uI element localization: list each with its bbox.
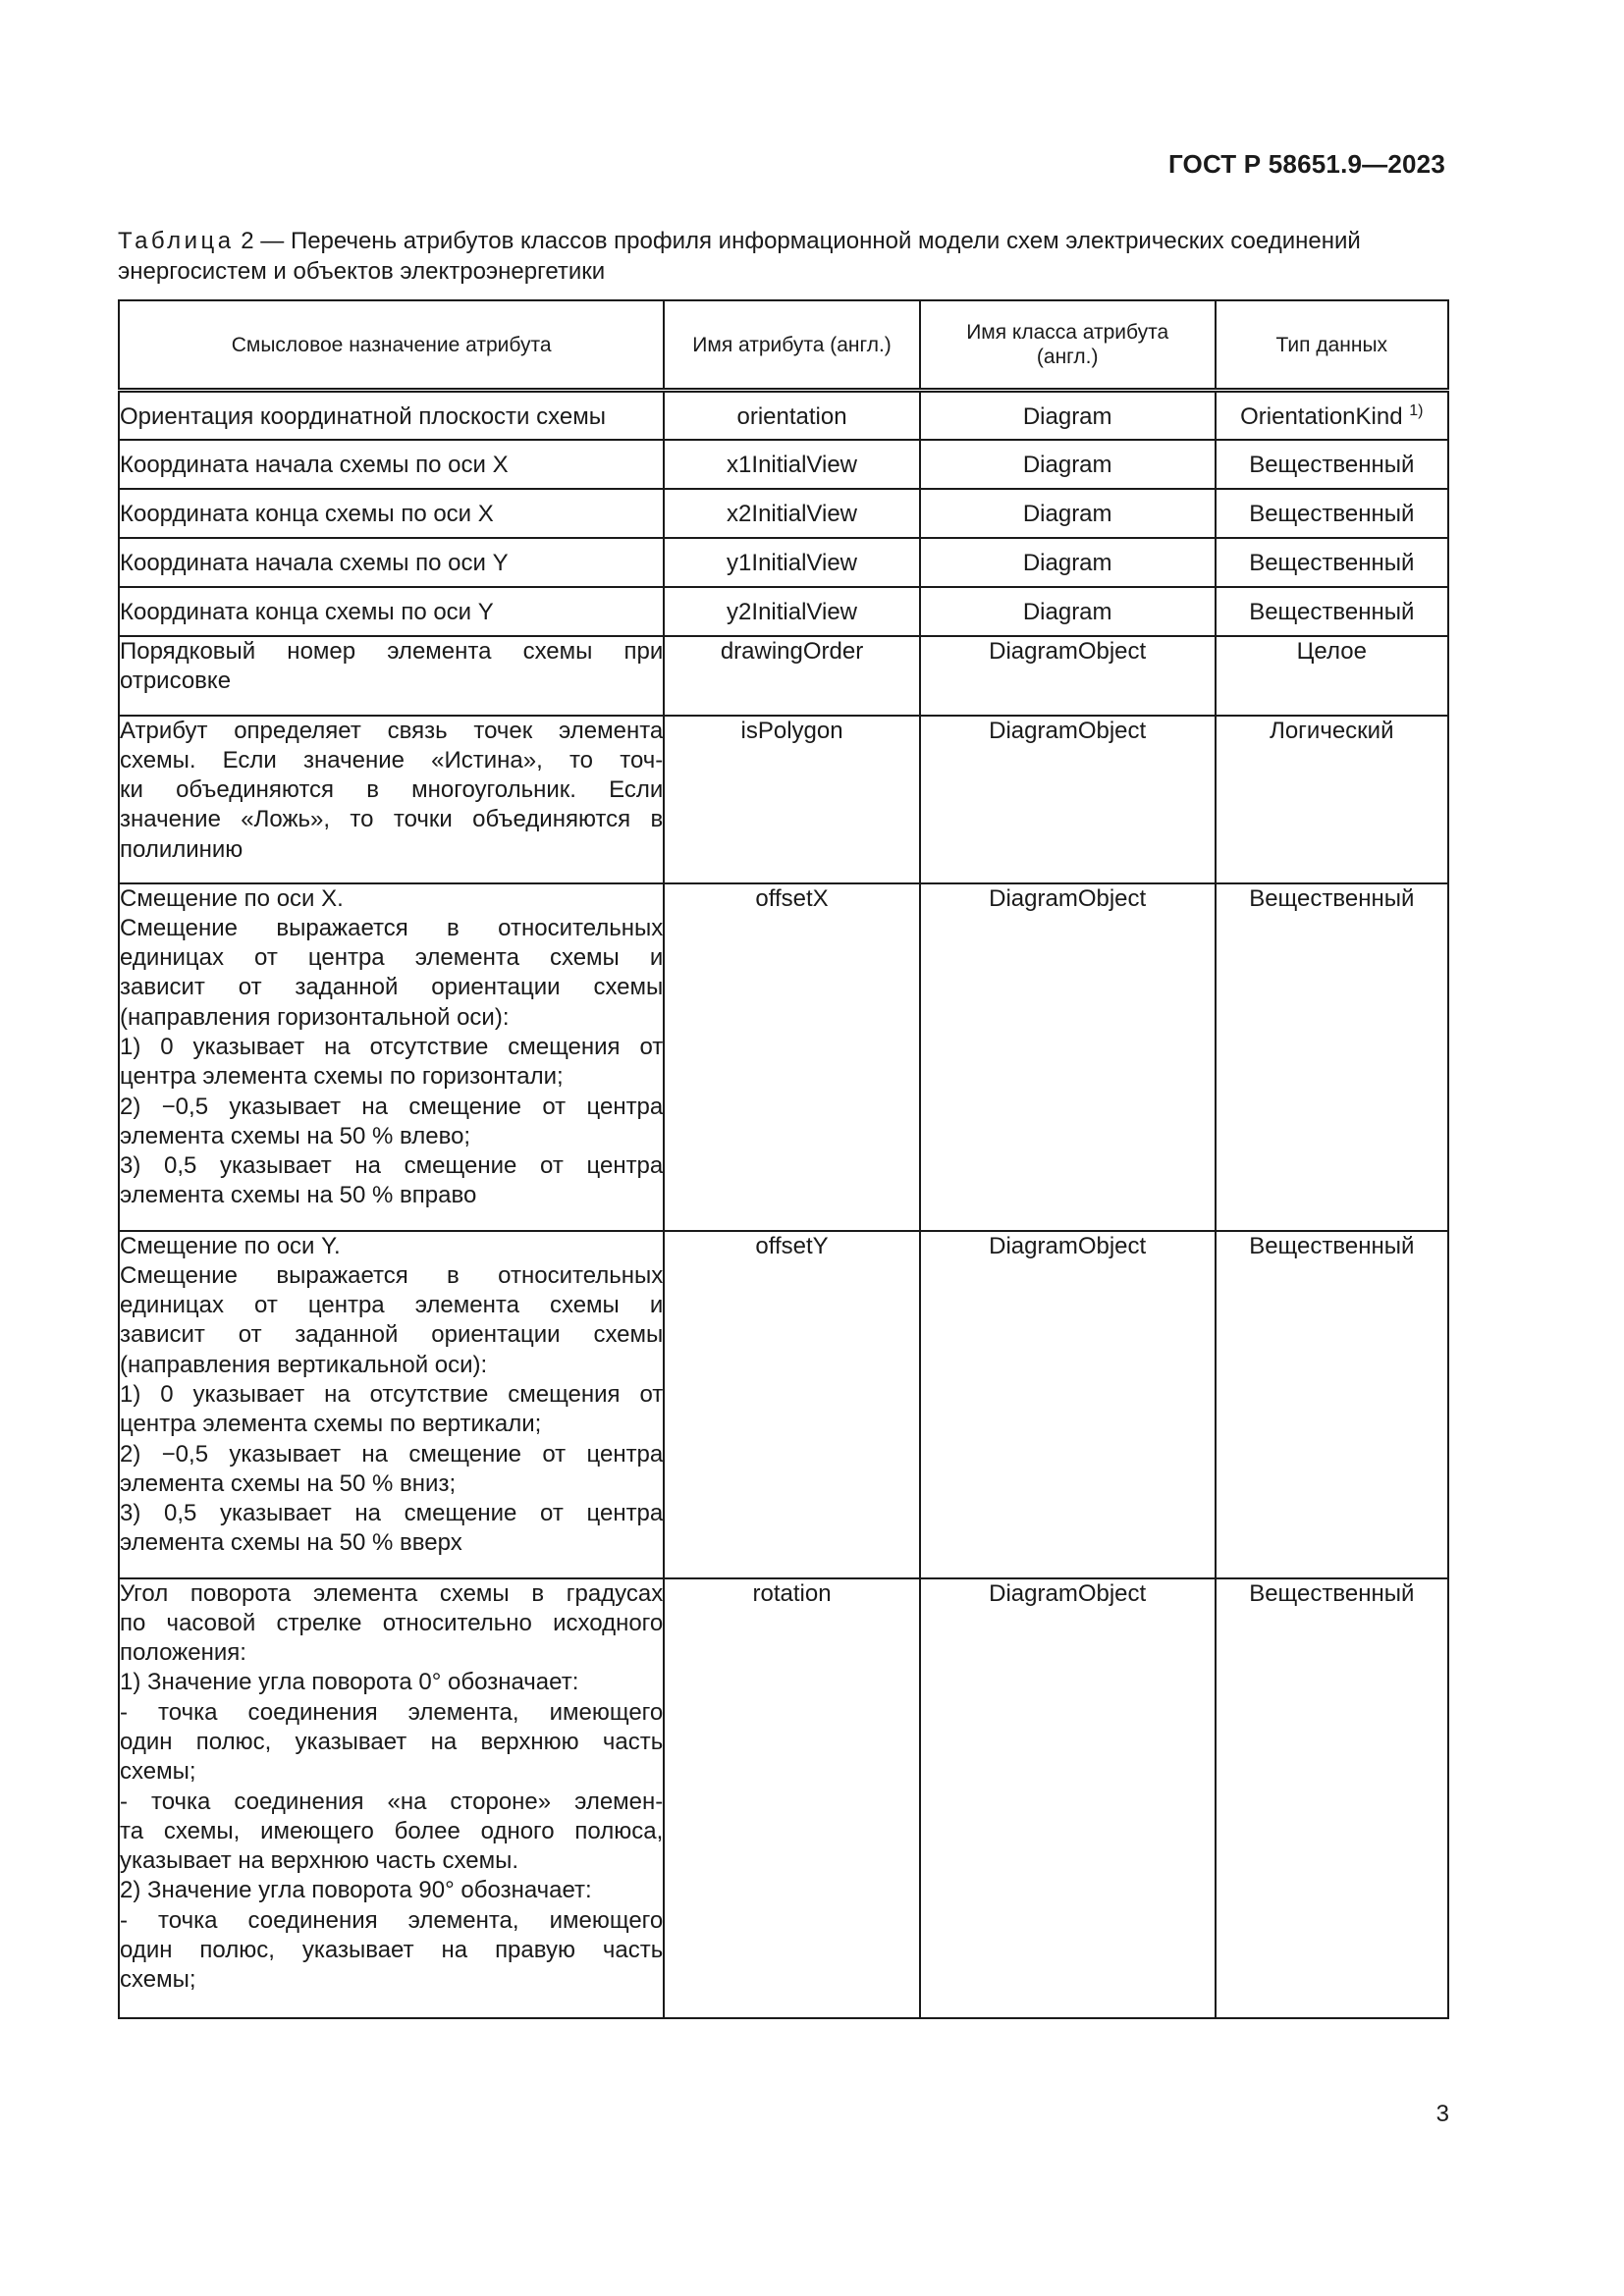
cell-purpose-line: - точка соединения элемента, имеющего xyxy=(120,1906,664,1934)
cell-purpose-line: единицах от центра элемента схемы и xyxy=(120,944,664,972)
cell-purpose-line: единицах от центра элемента схемы и xyxy=(120,1292,664,1319)
cell-purpose xyxy=(119,1231,664,1578)
cell-data-type xyxy=(1216,883,1448,1231)
cell-class-name: DiagramObject xyxy=(920,636,1216,716)
table-row xyxy=(119,716,1448,883)
cell-attribute-name: x1InitialView xyxy=(664,440,920,489)
table-row xyxy=(119,440,1448,489)
cell-data-type xyxy=(1216,391,1448,440)
header-class-name: Имя класса атрибута (англ.) xyxy=(920,300,1216,391)
cell-purpose-line: 2) −0,5 указывает на смещение от центра xyxy=(120,1440,664,1468)
cell-data-type-text: Вещественный xyxy=(1249,1232,1415,1259)
page-number: 3 xyxy=(1435,2101,1449,2127)
cell-data-type xyxy=(1216,636,1448,716)
cell-purpose-line: Смещение выражается в относительных xyxy=(120,1261,664,1289)
cell-data-type-text: Вещественный xyxy=(1249,599,1415,626)
header-purpose: Смысловое назначение атрибута xyxy=(119,300,664,391)
cell-purpose-line: элемента схемы на 50 % вправо xyxy=(120,1182,477,1209)
cell-purpose-line: 3) 0,5 указывает на смещение от центра xyxy=(120,1500,664,1527)
cell-purpose-line: та схемы, имеющего более одного полюса, xyxy=(120,1817,664,1844)
cell-purpose-line: схемы. Если значение «Истина», то точ- xyxy=(120,746,664,774)
table-row xyxy=(119,1231,1448,1578)
cell-purpose xyxy=(119,391,664,440)
cell-purpose-line: Координата конца схемы по оси Y xyxy=(120,599,494,626)
cell-purpose-line: - точка соединения «на стороне» элемен- xyxy=(120,1788,664,1815)
cell-purpose-line: значение «Ложь», то точки объединяются в xyxy=(120,806,664,833)
cell-data-type-text: Логический xyxy=(1270,717,1394,744)
cell-purpose-line: - точка соединения элемента, имеющего xyxy=(120,1698,664,1726)
cell-class-name: DiagramObject xyxy=(920,883,1216,1231)
cell-attribute-name: isPolygon xyxy=(664,716,920,883)
cell-purpose-line: центра элемента схемы по горизонтали; xyxy=(120,1063,564,1091)
cell-purpose-line: зависит от заданной ориентации схемы xyxy=(120,1321,664,1349)
cell-attribute-name: x2InitialView xyxy=(664,489,920,538)
cell-class-name: DiagramObject xyxy=(920,1231,1216,1578)
cell-purpose-line: Угол поворота элемента схемы в градусах xyxy=(120,1579,664,1607)
table-row xyxy=(119,538,1448,587)
cell-purpose-line: положения: xyxy=(120,1639,246,1667)
cell-purpose-line: 1) 0 указывает на отсутствие смещения от xyxy=(120,1033,664,1060)
cell-purpose-line: 2) −0,5 указывает на смещение от центра xyxy=(120,1093,664,1120)
footnote-marker: 1) xyxy=(1409,402,1424,420)
cell-purpose-line: 1) Значение угла поворота 0° обозначает: xyxy=(120,1669,579,1696)
cell-purpose-line: Ориентация координатной плоскости схемы xyxy=(120,403,606,431)
cell-data-type-text: Вещественный xyxy=(1249,1579,1415,1607)
table-body xyxy=(119,391,1448,2018)
cell-class-name: Diagram xyxy=(920,440,1216,489)
cell-class-name: DiagramObject xyxy=(920,716,1216,883)
table-caption-text: 2 — Перечень атрибутов классов профиля информационной модели схем электрических соединений энергосистем и объектов электроэнергетики xyxy=(118,228,1361,285)
cell-purpose-line: один полюс, указывает на верхнюю часть xyxy=(120,1728,664,1755)
cell-data-type-text: Целое xyxy=(1296,637,1367,665)
cell-purpose-line: Атрибут определяет связь точек элемента xyxy=(120,717,664,744)
cell-purpose xyxy=(119,716,664,883)
cell-data-type xyxy=(1216,489,1448,538)
cell-class-name: Diagram xyxy=(920,489,1216,538)
cell-purpose-line: 2) Значение угла поворота 90° обозначает: xyxy=(120,1877,592,1904)
table-header-row xyxy=(119,300,1448,391)
cell-purpose-line: Порядковый номер элемента схемы при xyxy=(120,637,664,665)
cell-purpose xyxy=(119,440,664,489)
table-row xyxy=(119,636,1448,716)
cell-purpose-line: 1) 0 указывает на отсутствие смещения от xyxy=(120,1380,664,1408)
cell-purpose xyxy=(119,636,664,716)
cell-purpose-line: элемента схемы на 50 % вверх xyxy=(120,1529,462,1557)
cell-data-type-text: Вещественный xyxy=(1249,550,1415,577)
header-attribute-name: Имя атрибута (англ.) xyxy=(664,300,920,391)
cell-data-type xyxy=(1216,1231,1448,1578)
table-caption-label: Таблица xyxy=(118,228,235,254)
cell-purpose-line: схемы; xyxy=(120,1758,196,1786)
cell-data-type-text: Вещественный xyxy=(1249,452,1415,479)
cell-purpose-line: Смещение по оси X. xyxy=(120,884,344,912)
cell-purpose-line: Координата начала схемы по оси Y xyxy=(120,550,509,577)
cell-data-type xyxy=(1216,538,1448,587)
cell-attribute-name: orientation xyxy=(664,391,920,440)
cell-data-type xyxy=(1216,587,1448,636)
cell-attribute-name: offsetY xyxy=(664,1231,920,1578)
cell-purpose-line: зависит от заданной ориентации схемы xyxy=(120,974,664,1001)
cell-data-type-text: Вещественный xyxy=(1249,884,1415,912)
table-row xyxy=(119,489,1448,538)
attributes-table xyxy=(118,299,1449,2019)
table-row xyxy=(119,1578,1448,2018)
header-data-type: Тип данных xyxy=(1216,300,1448,391)
cell-purpose xyxy=(119,1578,664,2018)
cell-attribute-name: y1InitialView xyxy=(664,538,920,587)
cell-data-type-text: OrientationKind xyxy=(1240,403,1403,431)
cell-purpose-line: ки объединяются в многоугольник. Если xyxy=(120,776,664,804)
cell-class-name: DiagramObject xyxy=(920,1578,1216,2018)
cell-purpose-line: схемы; xyxy=(120,1966,196,1994)
cell-data-type xyxy=(1216,1578,1448,2018)
cell-purpose-line: Координата начала схемы по оси X xyxy=(120,452,509,479)
cell-data-type xyxy=(1216,440,1448,489)
cell-purpose-line: элемента схемы на 50 % влево; xyxy=(120,1122,471,1149)
cell-purpose-line: элемента схемы на 50 % вниз; xyxy=(120,1469,457,1497)
cell-purpose xyxy=(119,587,664,636)
table-row xyxy=(119,587,1448,636)
table-row xyxy=(119,883,1448,1231)
table-caption xyxy=(118,226,1449,287)
cell-data-type xyxy=(1216,716,1448,883)
cell-purpose-line: (направления горизонтальной оси): xyxy=(120,1003,510,1031)
cell-purpose xyxy=(119,883,664,1231)
cell-attribute-name: drawingOrder xyxy=(664,636,920,716)
cell-purpose-line: по часовой стрелке относительно исходного xyxy=(120,1609,664,1636)
cell-purpose xyxy=(119,538,664,587)
cell-purpose-line: полилинию xyxy=(120,835,244,863)
cell-purpose-line: один полюс, указывает на правую часть xyxy=(120,1937,664,1964)
cell-purpose-line: 3) 0,5 указывает на смещение от центра xyxy=(120,1152,664,1180)
cell-class-name: Diagram xyxy=(920,391,1216,440)
cell-purpose-line: отрисовке xyxy=(120,667,232,694)
cell-purpose-line: Смещение выражается в относительных xyxy=(120,914,664,941)
cell-purpose-line: центра элемента схемы по вертикали; xyxy=(120,1411,542,1438)
cell-purpose-line: Координата конца схемы по оси X xyxy=(120,501,494,528)
cell-purpose-line: (направления вертикальной оси): xyxy=(120,1351,488,1378)
cell-class-name: Diagram xyxy=(920,587,1216,636)
table-row xyxy=(119,391,1448,440)
cell-purpose-line: указывает на верхнюю часть схемы. xyxy=(120,1847,519,1875)
cell-attribute-name: offsetX xyxy=(664,883,920,1231)
document-code: ГОСТ Р 58651.9—2023 xyxy=(1167,149,1445,179)
cell-class-name: Diagram xyxy=(920,538,1216,587)
cell-attribute-name: rotation xyxy=(664,1578,920,2018)
cell-purpose xyxy=(119,489,664,538)
cell-purpose-line: Смещение по оси Y. xyxy=(120,1232,341,1259)
cell-attribute-name: y2InitialView xyxy=(664,587,920,636)
cell-data-type-text: Вещественный xyxy=(1249,501,1415,528)
